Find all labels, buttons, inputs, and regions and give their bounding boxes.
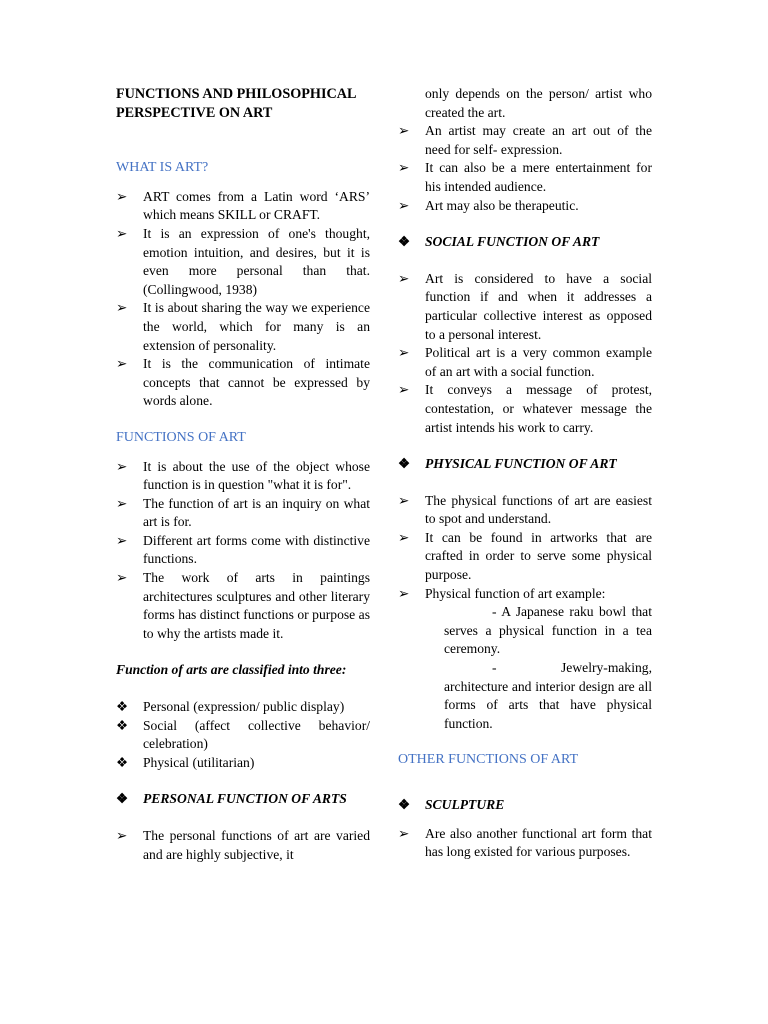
list-item: ➢ It conveys a message of protest, contestation, or whatever message the artist intends his work to carry. [398, 382, 652, 435]
dash-bullet: - [492, 660, 497, 676]
sculpture-heading: ❖ SCULPTURE [398, 796, 652, 815]
arrow-bullet-icon: ➢ [116, 495, 128, 511]
diamond-bullet-icon: ❖ [116, 754, 129, 770]
example-item: - A Japanese raku bowl that serves a physical function in a tea ceremony. [444, 604, 652, 657]
arrow-bullet-icon: ➢ [116, 356, 128, 372]
left-column [116, 85, 370, 864]
diamond-bullet-icon: ❖ [398, 234, 411, 250]
list-item: ➢ It can be found in artworks that are crafted in order to serve some physical purpose. [398, 529, 652, 583]
arrow-bullet-icon: ➢ [398, 382, 410, 398]
list-item: ➢ Physical function of art example: [398, 585, 652, 604]
list-item: ➢ Art may also be therapeutic. [398, 197, 652, 216]
list-item: ➢ It is about the use of the object whose function is in question "what it is for". [116, 458, 370, 493]
list-item: ❖ Physical (utilitarian) [116, 754, 370, 773]
list-item-continued: only depends on the person/ artist who created the art. [425, 86, 652, 120]
diamond-bullet-icon: ❖ [116, 717, 129, 733]
arrow-bullet-icon: ➢ [116, 570, 128, 586]
list-item: ➢ Are also another functional art form that has long existed for various purposes. [398, 825, 652, 860]
diamond-bullet-icon: ❖ [116, 791, 129, 807]
what-is-art-list [116, 188, 370, 411]
list-item: ➢ It is an expression of one's thought, emotion intuition, and desires, but it is even more personal than that. (Collingwood, 1938) [116, 225, 370, 297]
physical-function-heading: ❖ PHYSICAL FUNCTION OF ART [398, 455, 652, 474]
arrow-bullet-icon: ➢ [116, 458, 128, 474]
arrow-bullet-icon: ➢ [116, 532, 128, 548]
list-item: ➢ It is the communication of intimate concepts that cannot be expressed by words alone. [116, 356, 370, 409]
arrow-bullet-icon: ➢ [398, 825, 410, 841]
arrow-bullet-icon: ➢ [116, 188, 128, 204]
arrow-bullet-icon: ➢ [398, 529, 410, 545]
list-item: ➢ Political art is a very common example of an art with a social function. [398, 345, 652, 379]
document-title [116, 85, 370, 122]
list-item: ➢ The physical functions of art are easiest to spot and understand. [398, 492, 652, 527]
diamond-bullet-icon: ❖ [398, 456, 411, 472]
arrow-bullet-icon: ➢ [398, 160, 410, 176]
functions-of-art-list [116, 458, 370, 644]
list-item: ❖ Social (affect collective behavior/ celebration) [116, 717, 370, 752]
list-item: ➢ An artist may create an art out of the need for self- expression. [398, 123, 652, 157]
example-item: - Jewelry-making, architecture and interior design are all forms of arts that have physical function. [444, 660, 652, 731]
list-item: ➢ The work of arts in paintings architectures sculptures and other literary forms has distinct functions or purpose as to why the artists made it. [116, 570, 370, 641]
classified-heading: Function of arts are classified into three: [116, 662, 347, 678]
classified-list [116, 698, 370, 772]
list-item: ➢ ART comes from a Latin word ‘ARS’ which means SKILL or CRAFT. [116, 188, 370, 223]
list-item: ➢ It is about sharing the way we experience the world, which for many is an extension of personality. [116, 300, 370, 353]
other-functions-heading: OTHER FUNCTIONS OF ART [398, 752, 579, 768]
title-line-2: PERSPECTIVE ON ART [116, 104, 273, 121]
functions-of-art-heading: FUNCTIONS OF ART [116, 429, 246, 445]
arrow-bullet-icon: ➢ [398, 197, 410, 213]
arrow-bullet-icon: ➢ [116, 300, 128, 316]
list-item: ➢ The personal functions of art are varied and are highly subjective, it [116, 828, 370, 862]
list-item: ➢ The function of art is an inquiry on what art is for. [116, 495, 370, 530]
list-item: ❖ Personal (expression/ public display) [116, 698, 370, 717]
arrow-bullet-icon: ➢ [116, 225, 128, 241]
dash-bullet: - [492, 604, 497, 620]
list-item: ➢ Different art forms come with distinctive functions. [116, 532, 370, 567]
title-line-1: FUNCTIONS AND PHILOSOPHICAL [116, 86, 357, 102]
social-function-heading: ❖ SOCIAL FUNCTION OF ART [398, 233, 652, 252]
list-item: ➢ It can also be a mere entertainment for his intended audience. [398, 160, 652, 194]
list-item: ➢ Art is considered to have a social function if and when it addresses a particular collective interest as opposed to a personal interest. [398, 270, 652, 342]
diamond-bullet-icon: ❖ [116, 699, 129, 715]
right-column [398, 85, 652, 862]
arrow-bullet-icon: ➢ [398, 345, 410, 361]
diamond-bullet-icon: ❖ [398, 797, 411, 812]
what-is-art-heading: WHAT IS ART? [116, 160, 209, 176]
personal-function-heading: ❖ PERSONAL FUNCTION OF ARTS [116, 790, 370, 809]
arrow-bullet-icon: ➢ [116, 828, 128, 843]
arrow-bullet-icon: ➢ [398, 585, 410, 601]
arrow-bullet-icon: ➢ [398, 492, 410, 508]
arrow-bullet-icon: ➢ [398, 270, 410, 286]
arrow-bullet-icon: ➢ [398, 123, 410, 139]
